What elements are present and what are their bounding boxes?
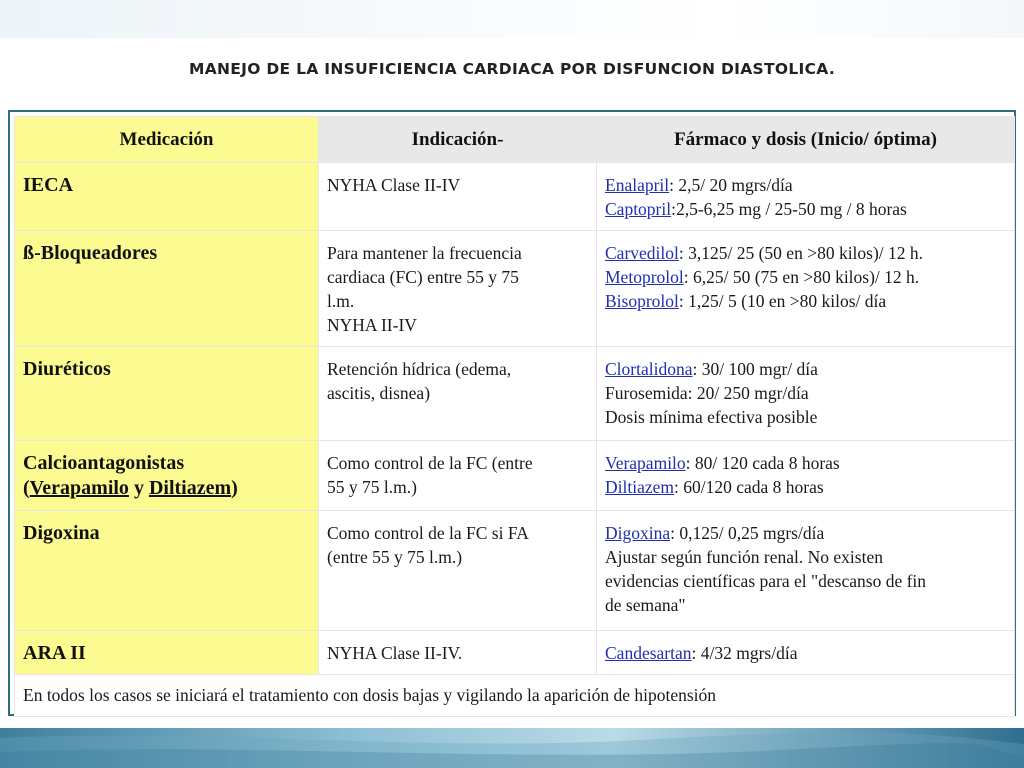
bottom-wave-band xyxy=(0,728,1024,768)
drug-dose: : 4/32 mgrs/día xyxy=(691,643,798,663)
drug-cell xyxy=(597,347,1015,441)
medication-cell xyxy=(15,631,319,675)
medication-name: Diuréticos xyxy=(23,358,111,380)
indication-line: 55 y 75 l.m.) xyxy=(327,477,417,497)
paren-open: ( xyxy=(23,477,30,499)
medication-cell xyxy=(15,347,319,441)
medication-cell xyxy=(15,163,319,231)
drug-line xyxy=(605,289,1006,313)
drug-link[interactable]: Verapamilo xyxy=(605,453,686,473)
drug-line: Furosemida: 20/ 250 mgr/día xyxy=(605,383,809,403)
table-row xyxy=(15,347,1015,441)
top-gradient-band xyxy=(0,0,1024,38)
drug-dose: : 3,125/ 25 (50 en >80 kilos)/ 12 h. xyxy=(678,243,924,263)
drug-dose: : 30/ 100 mgr/ día xyxy=(692,359,818,379)
table-row xyxy=(15,511,1015,631)
drug-link[interactable]: Enalapril xyxy=(605,175,670,195)
drug-line xyxy=(605,641,1006,665)
indication-line: Como control de la FC si FA xyxy=(327,523,529,543)
drug-dose: : 80/ 120 cada 8 horas xyxy=(685,453,840,473)
drug-dose: : 2,5/ 20 mgrs/día xyxy=(669,175,793,195)
table-row xyxy=(15,231,1015,347)
indication-cell xyxy=(319,163,597,231)
indication-line: NYHA Clase II-IV xyxy=(327,175,461,195)
medication-name: ß-Bloqueadores xyxy=(23,242,158,264)
drug-link[interactable]: Metoprolol xyxy=(605,267,684,287)
header-row xyxy=(15,117,1015,163)
drug-cell xyxy=(597,163,1015,231)
indication-cell xyxy=(319,441,597,511)
footer-note: En todos los casos se iniciará el tratamiento con dosis bajas y vigilando la aparición de hipotensión xyxy=(15,675,1015,717)
indication-line: NYHA II-IV xyxy=(327,315,417,335)
drug-line xyxy=(605,173,1006,197)
indication-cell xyxy=(319,511,597,631)
medication-table xyxy=(14,116,1015,717)
drug-dose: : 6,25/ 50 (75 en >80 kilos)/ 12 h. xyxy=(683,267,920,287)
header-medicacion: Medicación xyxy=(15,117,319,163)
table-frame xyxy=(8,110,1016,716)
drug-dose: :2,5-6,25 mg / 25-50 mg / 8 horas xyxy=(671,199,907,219)
medication-name: Digoxina xyxy=(23,522,100,544)
drug-link[interactable]: Carvedilol xyxy=(605,243,679,263)
drug-line: de semana" xyxy=(605,595,686,615)
drug-line: Dosis mínima efectiva posible xyxy=(605,407,818,427)
header-farmaco: Fármaco y dosis (Inicio/ óptima) xyxy=(597,117,1015,163)
drug-link[interactable]: Clortalidona xyxy=(605,359,693,379)
indication-line: NYHA Clase II-IV. xyxy=(327,643,463,663)
slide-title: MANEJO DE LA INSUFICIENCIA CARDIACA POR DISFUNCION DIASTOLICA. xyxy=(188,60,836,78)
table-row xyxy=(15,631,1015,675)
verapamilo-link[interactable]: Verapamilo xyxy=(29,477,129,499)
footer-row xyxy=(15,675,1015,717)
indication-line: ascitis, disnea) xyxy=(327,383,431,403)
table-row xyxy=(15,441,1015,511)
and-text: y xyxy=(128,477,149,499)
medication-cell xyxy=(15,441,319,511)
drug-cell xyxy=(597,511,1015,631)
medication-cell xyxy=(15,231,319,347)
drug-line xyxy=(605,451,1006,475)
medication-name: IECA xyxy=(23,174,74,196)
drug-line xyxy=(605,265,1006,289)
drug-cell xyxy=(597,631,1015,675)
drug-cell xyxy=(597,441,1015,511)
drug-link[interactable]: Bisoprolol xyxy=(605,291,679,311)
diltiazem-link[interactable]: Diltiazem xyxy=(148,477,232,499)
drug-dose: : 1,25/ 5 (10 en >80 kilos/ día xyxy=(678,291,887,311)
indication-cell xyxy=(319,231,597,347)
drug-link[interactable]: Candesartan xyxy=(605,643,692,663)
drug-line xyxy=(605,357,1006,381)
drug-dose: : 0,125/ 0,25 mgrs/día xyxy=(670,523,825,543)
drug-dose: : 60/120 cada 8 horas xyxy=(674,477,824,497)
header-indicacion: Indicación- xyxy=(319,117,597,163)
indication-line: cardiaca (FC) entre 55 y 75 xyxy=(327,267,519,287)
indication-line: Para mantener la frecuencia xyxy=(327,243,522,263)
medication-name: Calcioantagonistas xyxy=(23,452,185,474)
indication-line: Como control de la FC (entre xyxy=(327,453,533,473)
medication-cell xyxy=(15,511,319,631)
medication-name: ARA II xyxy=(23,642,86,664)
indication-line: l.m. xyxy=(327,291,355,311)
paren-close: ) xyxy=(231,477,238,499)
drug-line: evidencias científicas para el "descanso de fin xyxy=(605,571,927,591)
indication-line: (entre 55 y 75 l.m.) xyxy=(327,547,463,567)
drug-link[interactable]: Diltiazem xyxy=(605,477,675,497)
indication-line: Retención hídrica (edema, xyxy=(327,359,512,379)
drug-line: Ajustar según función renal. No existen xyxy=(605,547,883,567)
drug-cell xyxy=(597,231,1015,347)
indication-cell xyxy=(319,631,597,675)
table-row xyxy=(15,163,1015,231)
medication-subline xyxy=(23,476,310,501)
drug-line xyxy=(605,241,1006,265)
drug-line xyxy=(605,521,1006,545)
drug-link[interactable]: Digoxina xyxy=(605,523,671,543)
drug-line xyxy=(605,197,1006,221)
drug-link[interactable]: Captopril xyxy=(605,199,672,219)
drug-line xyxy=(605,475,1006,499)
indication-cell xyxy=(319,347,597,441)
